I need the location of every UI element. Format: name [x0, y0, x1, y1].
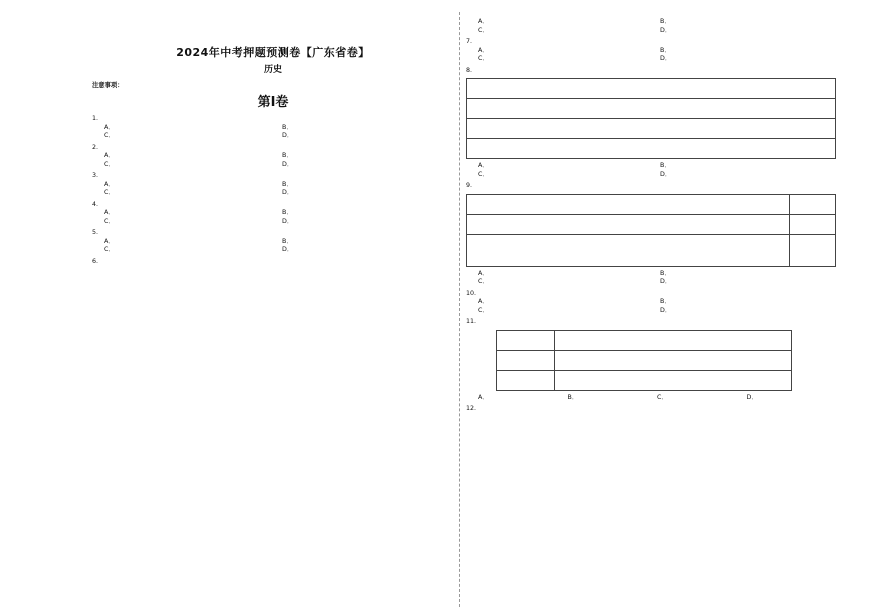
- answer-option: [478, 18, 654, 27]
- option-letter: C．: [104, 189, 115, 197]
- option-letter: D．: [660, 26, 672, 34]
- question-number: 6.: [92, 257, 99, 265]
- q8-table-cell: [467, 79, 836, 99]
- option-letter: B．: [660, 46, 671, 54]
- option-letter: C．: [104, 217, 115, 225]
- options: [92, 181, 454, 198]
- answer-option: [282, 152, 454, 161]
- answer-option: [104, 209, 276, 218]
- answer-option: [282, 124, 454, 133]
- answer-option: [104, 189, 276, 198]
- q11-label-cell: [497, 330, 555, 350]
- question-4: [92, 201, 454, 227]
- options: [92, 152, 454, 169]
- question-3: [92, 172, 454, 198]
- option-letter: A．: [478, 393, 489, 401]
- question-11: [466, 318, 836, 402]
- question-7: [466, 38, 836, 64]
- answer-option: [104, 246, 276, 255]
- q9-shop-cell: [790, 234, 836, 266]
- option-letter: A．: [478, 162, 489, 169]
- option-letter: B．: [282, 237, 293, 245]
- option-letter: C．: [478, 306, 489, 314]
- answer-option: [478, 55, 654, 64]
- right-column: [466, 18, 836, 609]
- answer-option: [660, 47, 836, 56]
- option-letter: B．: [660, 18, 671, 25]
- question-number: 8.: [466, 66, 473, 74]
- answer-option: [282, 189, 454, 198]
- option-letter: B．: [567, 393, 579, 401]
- option-letter: C．: [478, 26, 489, 34]
- option-letter: D．: [660, 306, 672, 314]
- answer-option: [478, 270, 654, 279]
- left-column: [92, 18, 454, 609]
- answer-option: [478, 27, 654, 36]
- option-letter: C．: [657, 393, 668, 401]
- answer-option: [282, 238, 454, 247]
- q11-options: [466, 394, 836, 403]
- answer-option: [104, 132, 276, 141]
- option-letter: B．: [282, 152, 293, 160]
- question-number: 12.: [466, 405, 477, 412]
- exam-title: 2024年中考押题预测卷【广东省卷】: [176, 46, 370, 59]
- answer-option: [104, 124, 276, 133]
- q6-options: [466, 18, 836, 35]
- answer-option: [282, 132, 454, 141]
- question-number: 4.: [92, 200, 99, 208]
- option-letter: D．: [282, 246, 294, 254]
- answer-option: [478, 307, 654, 316]
- option-letter: B．: [660, 162, 671, 169]
- answer-option: [660, 270, 836, 279]
- question-10: [466, 290, 836, 316]
- question-6: [92, 258, 454, 267]
- answer-option: [657, 394, 747, 403]
- question-1: [92, 115, 454, 141]
- answer-option: [660, 278, 836, 287]
- option-letter: D．: [660, 278, 672, 285]
- q8-table-cell: [467, 99, 836, 119]
- option-letter: A．: [478, 18, 489, 25]
- option-letter: B．: [282, 123, 293, 131]
- question-number: 11.: [466, 318, 477, 325]
- answer-option: [104, 161, 276, 170]
- notice-heading: 注意事项：: [92, 81, 124, 89]
- q9-shop-cell: [790, 194, 836, 214]
- option-letter: A．: [478, 269, 489, 277]
- answer-option: [478, 47, 654, 56]
- option-letter: A．: [104, 237, 115, 245]
- q7-options: [466, 47, 836, 64]
- option-letter: D．: [660, 55, 672, 62]
- option-letter: C．: [104, 160, 115, 168]
- answer-option: [104, 152, 276, 161]
- answer-option: [282, 161, 454, 170]
- option-letter: D．: [746, 393, 758, 401]
- option-letter: D．: [282, 189, 294, 197]
- question-number: 10.: [466, 289, 477, 297]
- answer-option: [478, 171, 654, 180]
- exam-subject: 历史: [263, 64, 282, 75]
- answer-option: [660, 162, 836, 171]
- section-title: 第Ⅰ卷: [257, 95, 289, 111]
- question-number: 1.: [92, 115, 99, 123]
- option-letter: A．: [478, 46, 489, 54]
- answer-option: [282, 209, 454, 218]
- column-divider: [459, 12, 460, 607]
- question-number: 9.: [466, 182, 473, 189]
- question-12: [466, 405, 836, 414]
- q11-text-cell: [555, 370, 792, 390]
- answer-option: [282, 246, 454, 255]
- option-letter: A．: [478, 298, 489, 305]
- q9-ad-cell: [467, 194, 790, 214]
- option-letter: D．: [282, 132, 294, 140]
- option-letter: C．: [104, 132, 115, 140]
- answer-option: [104, 218, 276, 227]
- question-2: [92, 144, 454, 170]
- option-letter: B．: [282, 180, 293, 188]
- answer-option: [660, 307, 836, 316]
- q11-text-cell: [555, 330, 792, 350]
- option-letter: A．: [104, 123, 115, 131]
- option-letter: C．: [478, 55, 489, 62]
- notice-block: [92, 82, 454, 91]
- answer-option: [104, 238, 276, 247]
- answer-option: [747, 394, 837, 403]
- option-letter: A．: [104, 209, 115, 217]
- question-5: [92, 229, 454, 255]
- answer-option: [478, 394, 568, 403]
- option-letter: A．: [104, 152, 115, 160]
- option-letter: C．: [478, 170, 489, 178]
- q10-options: [466, 298, 836, 315]
- option-letter: D．: [282, 160, 294, 168]
- options: [92, 209, 454, 226]
- answer-option: [478, 162, 654, 171]
- answer-option: [568, 394, 658, 403]
- q9-ad-cell: [467, 234, 790, 266]
- q8-options: [466, 162, 836, 179]
- option-letter: A．: [104, 180, 115, 188]
- q8-table: [466, 78, 836, 159]
- q9-shop-cell: [790, 214, 836, 234]
- q11-label-cell: [497, 370, 555, 390]
- answer-option: [478, 298, 654, 307]
- q11-text-cell: [555, 350, 792, 370]
- answer-option: [282, 218, 454, 227]
- option-letter: B．: [660, 298, 671, 305]
- answer-option: [660, 171, 836, 180]
- option-letter: C．: [104, 246, 115, 254]
- q9-table: [466, 194, 836, 267]
- options: [92, 124, 454, 141]
- q8-table-cell: [467, 119, 836, 139]
- q8-table-cell: [467, 139, 836, 159]
- answer-option: [660, 18, 836, 27]
- answer-option: [660, 55, 836, 64]
- option-letter: B．: [282, 209, 293, 217]
- answer-option: [104, 181, 276, 190]
- option-letter: C．: [478, 278, 489, 285]
- answer-option: [660, 298, 836, 307]
- options: [92, 238, 454, 255]
- option-letter: D．: [660, 170, 672, 178]
- q9-ad-cell: [467, 214, 790, 234]
- q11-table: [496, 330, 792, 391]
- answer-option: [660, 27, 836, 36]
- answer-option: [478, 278, 654, 287]
- question-number: 7.: [466, 38, 473, 45]
- option-letter: B．: [660, 269, 671, 277]
- question-8: [466, 67, 836, 180]
- question-list: [92, 115, 454, 266]
- answer-option: [282, 181, 454, 190]
- q9-options: [466, 270, 836, 287]
- question-number: 3.: [92, 172, 99, 180]
- question-number: 5.: [92, 229, 99, 237]
- question-number: 2.: [92, 143, 99, 151]
- question-9: [466, 182, 836, 287]
- q11-label-cell: [497, 350, 555, 370]
- option-letter: D．: [282, 217, 294, 225]
